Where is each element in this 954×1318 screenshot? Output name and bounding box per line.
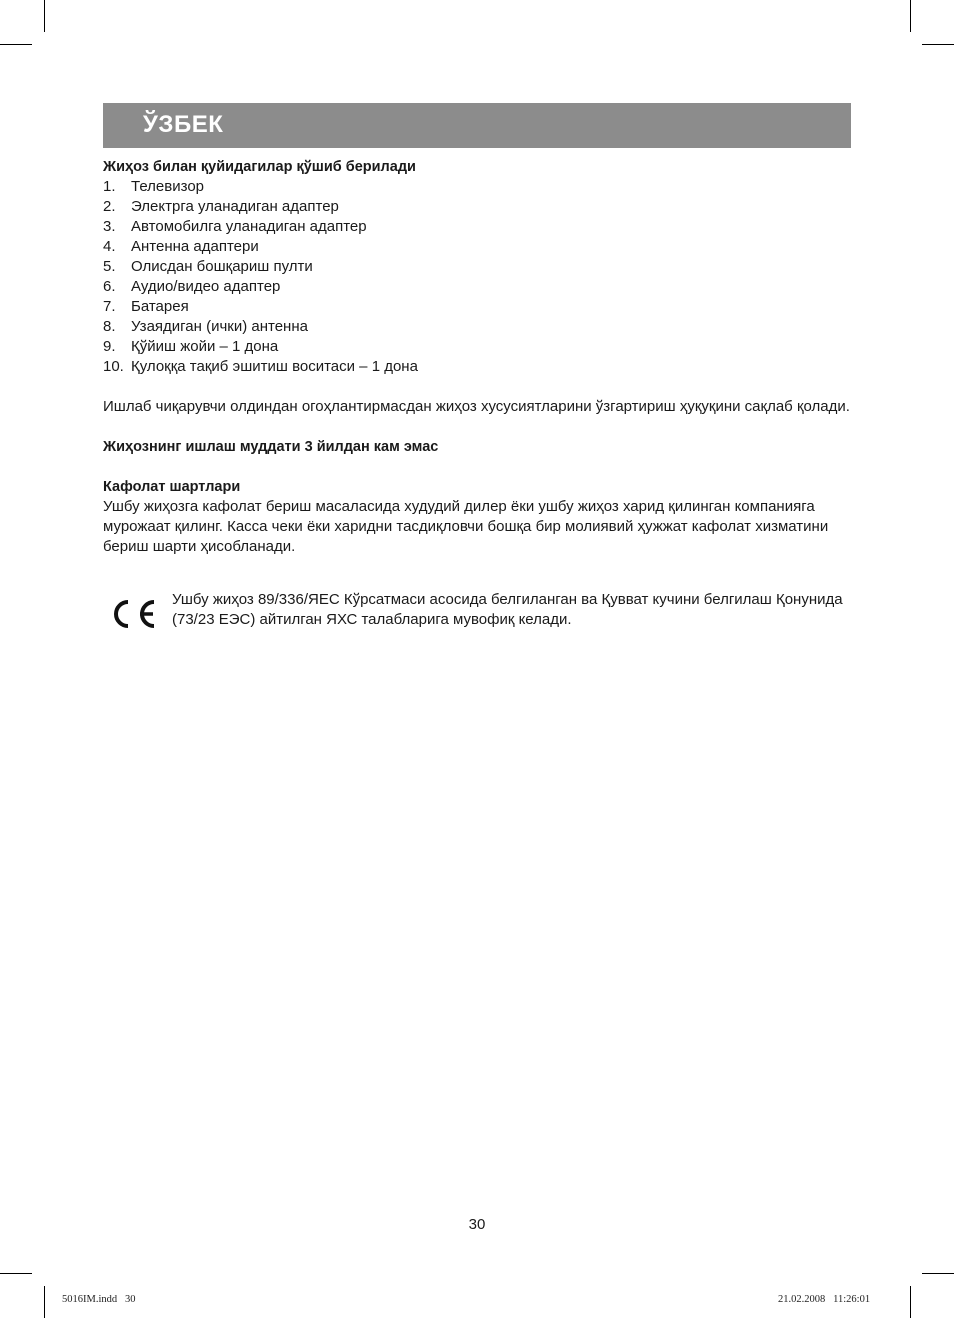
list-item: 8. Узаядиган (ички) антенна — [103, 318, 308, 335]
document-body — [103, 157, 853, 557]
list-item: 5. Олисдан бошқариш пулти — [103, 258, 313, 275]
crop-mark — [910, 1286, 911, 1318]
warranty-heading: Кафолат шартлари — [103, 479, 241, 495]
ce-text: Ушбу жиҳоз 89/336/ЯЕС Кўрсатмаси асосида белгиланган ва Қувват кучини белгилаш Қонунида (73/23 ЕЭС) айтилган ЯХС талабларига мувофиқ келади. — [172, 591, 843, 628]
list-item: 3. Автомобилга уланадиган адаптер — [103, 218, 367, 235]
list-item: 1. Телевизор — [103, 178, 205, 195]
list-item: 10. Қулоққа тақиб эшитиш воситаси – 1 дона — [103, 358, 418, 375]
crop-mark — [0, 44, 32, 45]
package-heading: Жиҳоз билан қуйидагилар қўшиб берилади — [103, 159, 416, 175]
ce-mark-icon — [109, 598, 157, 630]
crop-mark — [44, 1286, 45, 1318]
slug-file: 5016IM.indd 30 — [62, 1294, 136, 1305]
warranty-text: Ушбу жиҳозга кафолат бериш масаласида худудий дилер ёки ушбу жиҳоз харид қилинган компанияга мурожаат қилинг. Касса чеки ёки харидни тасдиқловчи бошқа бир молиявий ҳужжат кафолат хизматини бериш шарти ҳисобланади. — [103, 498, 829, 555]
banner-title: ЎЗБЕК — [143, 111, 224, 138]
crop-mark — [910, 0, 911, 32]
package-list — [103, 177, 853, 377]
crop-mark — [0, 1273, 32, 1274]
crop-mark — [922, 44, 954, 45]
list-item: 2. Электрга уланадиган адаптер — [103, 198, 339, 215]
list-item: 6. Аудио/видео адаптер — [103, 278, 281, 295]
crop-mark — [44, 0, 45, 32]
language-banner — [103, 103, 851, 148]
slug-datetime: 21.02.2008 11:26:01 — [778, 1294, 871, 1305]
list-item: 4. Антенна адаптери — [103, 238, 259, 255]
crop-mark — [922, 1273, 954, 1274]
list-item: 7. Батарея — [103, 298, 189, 315]
service-life: Жиҳознинг ишлаш муддати 3 йилдан кам эмас — [103, 439, 439, 455]
ce-compliance — [103, 590, 853, 640]
list-item: 9. Қўйиш жойи – 1 дона — [103, 338, 279, 355]
page-number: 30 — [468, 1216, 486, 1233]
manufacturer-note: Ишлаб чиқарувчи олдиндан огоҳлантирмасдан жиҳоз хусусиятларини ўзгартириш ҳуқуқини сақлаб қолади. — [103, 398, 850, 415]
